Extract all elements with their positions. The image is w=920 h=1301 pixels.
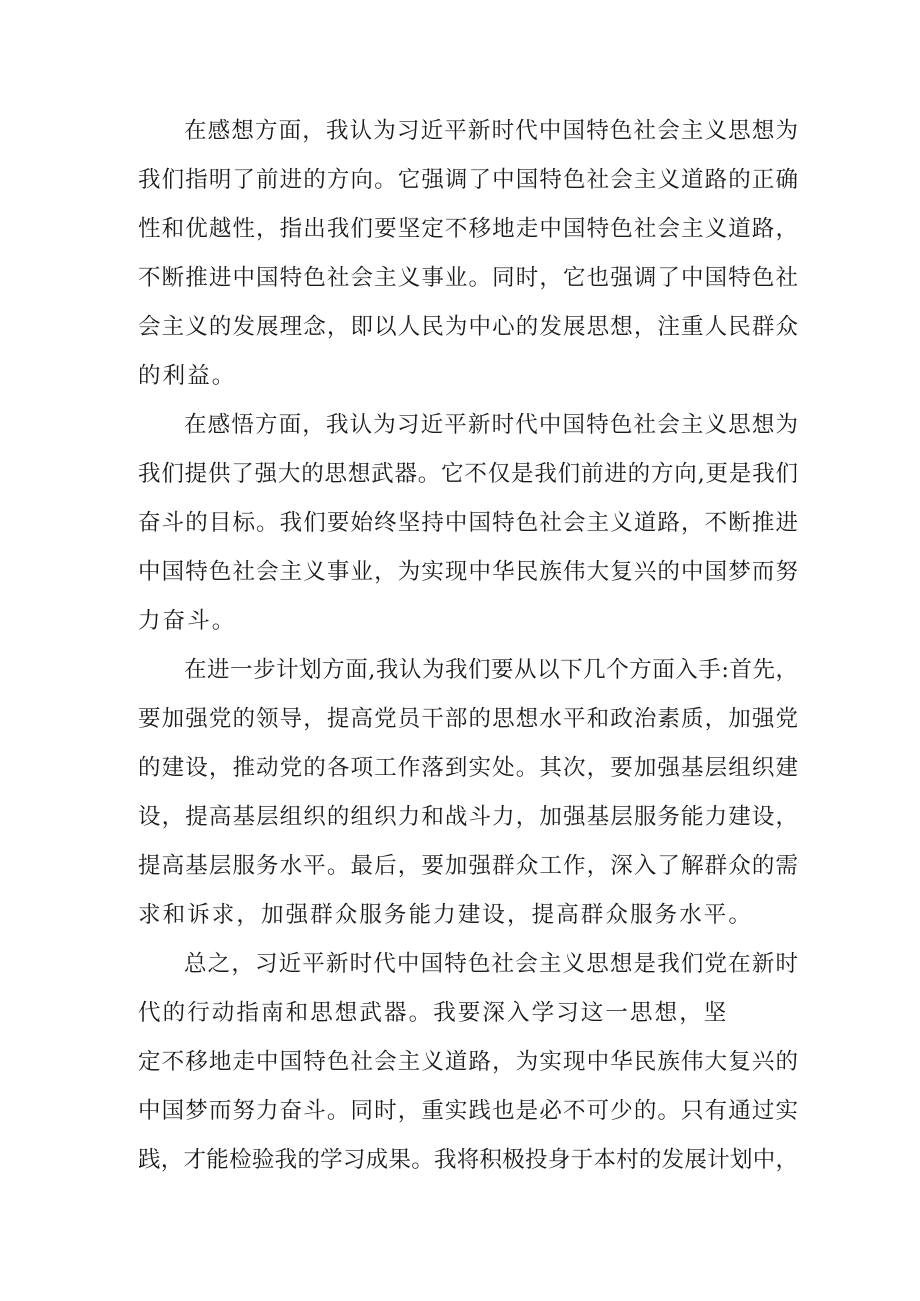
paragraph-1-line-5: 会主义的发展理念，即以人民为中心的发展思想，注重人民群众 (138, 314, 798, 340)
paragraph-4-line-5: 践，才能检验我的学习成果。我将积极投身于本村的发展计划中， (138, 1147, 798, 1173)
paragraph-3-line-5: 提高基层服务水平。最后，要加强群众工作，深入了解群众的需 (138, 853, 798, 879)
paragraph-4-line-2: 代的行动指南和思想武器。我要深入学习这一思想，坚 (138, 1000, 729, 1026)
paragraph-2-line-4: 中国特色社会主义事业，为实现中华民族伟大复兴的中国梦而努 (138, 559, 798, 585)
paragraph-4-line-3: 定不移地走中国特色社会主义道路，为实现中华民族伟大复兴的 (138, 1049, 798, 1075)
paragraph-2-line-5: 力奋斗。 (138, 608, 237, 634)
paragraph-1-line-6: 的利益。 (138, 363, 237, 389)
paragraph-1-line-1: 在感想方面，我认为习近平新时代中国特色社会主义思想为 (184, 118, 798, 144)
paragraph-1-line-3: 性和优越性，指出我们要坚定不移地走中国特色社会主义道路， (138, 216, 798, 242)
paragraph-2-line-2: 我们提供了强大的思想武器。它不仅是我们前进的方向,更是我们 (138, 461, 798, 487)
paragraph-3-line-1: 在进一步计划方面,我认为我们要从以下几个方面入手:首先， (184, 657, 798, 683)
paragraph-4-line-4: 中国梦而努力奋斗。同时，重实践也是必不可少的。只有通过实 (138, 1098, 798, 1124)
paragraph-1-line-2: 我们指明了前进的方向。它强调了中国特色社会主义道路的正确 (138, 167, 798, 193)
paragraph-3-line-3: 的建设，推动党的各项工作落到实处。其次，要加强基层组织建 (138, 755, 798, 781)
paragraph-2-line-3: 奋斗的目标。我们要始终坚持中国特色社会主义道路，不断推进 (138, 510, 798, 536)
paragraph-2-line-1: 在感悟方面，我认为习近平新时代中国特色社会主义思想为 (184, 412, 798, 438)
paragraph-3-line-2: 要加强党的领导，提高党员干部的思想水平和政治素质，加强党 (138, 706, 798, 732)
paragraph-1-line-4: 不断推进中国特色社会主义事业。同时，它也强调了中国特色社 (138, 265, 798, 291)
paragraph-3-line-4: 设，提高基层组织的组织力和战斗力，加强基层服务能力建设， (138, 804, 798, 830)
paragraph-3-line-6: 求和诉求，加强群众服务能力建设，提高群众服务水平。 (138, 902, 754, 928)
paragraph-4-line-1: 总之，习近平新时代中国特色社会主义思想是我们党在新时 (184, 951, 798, 977)
